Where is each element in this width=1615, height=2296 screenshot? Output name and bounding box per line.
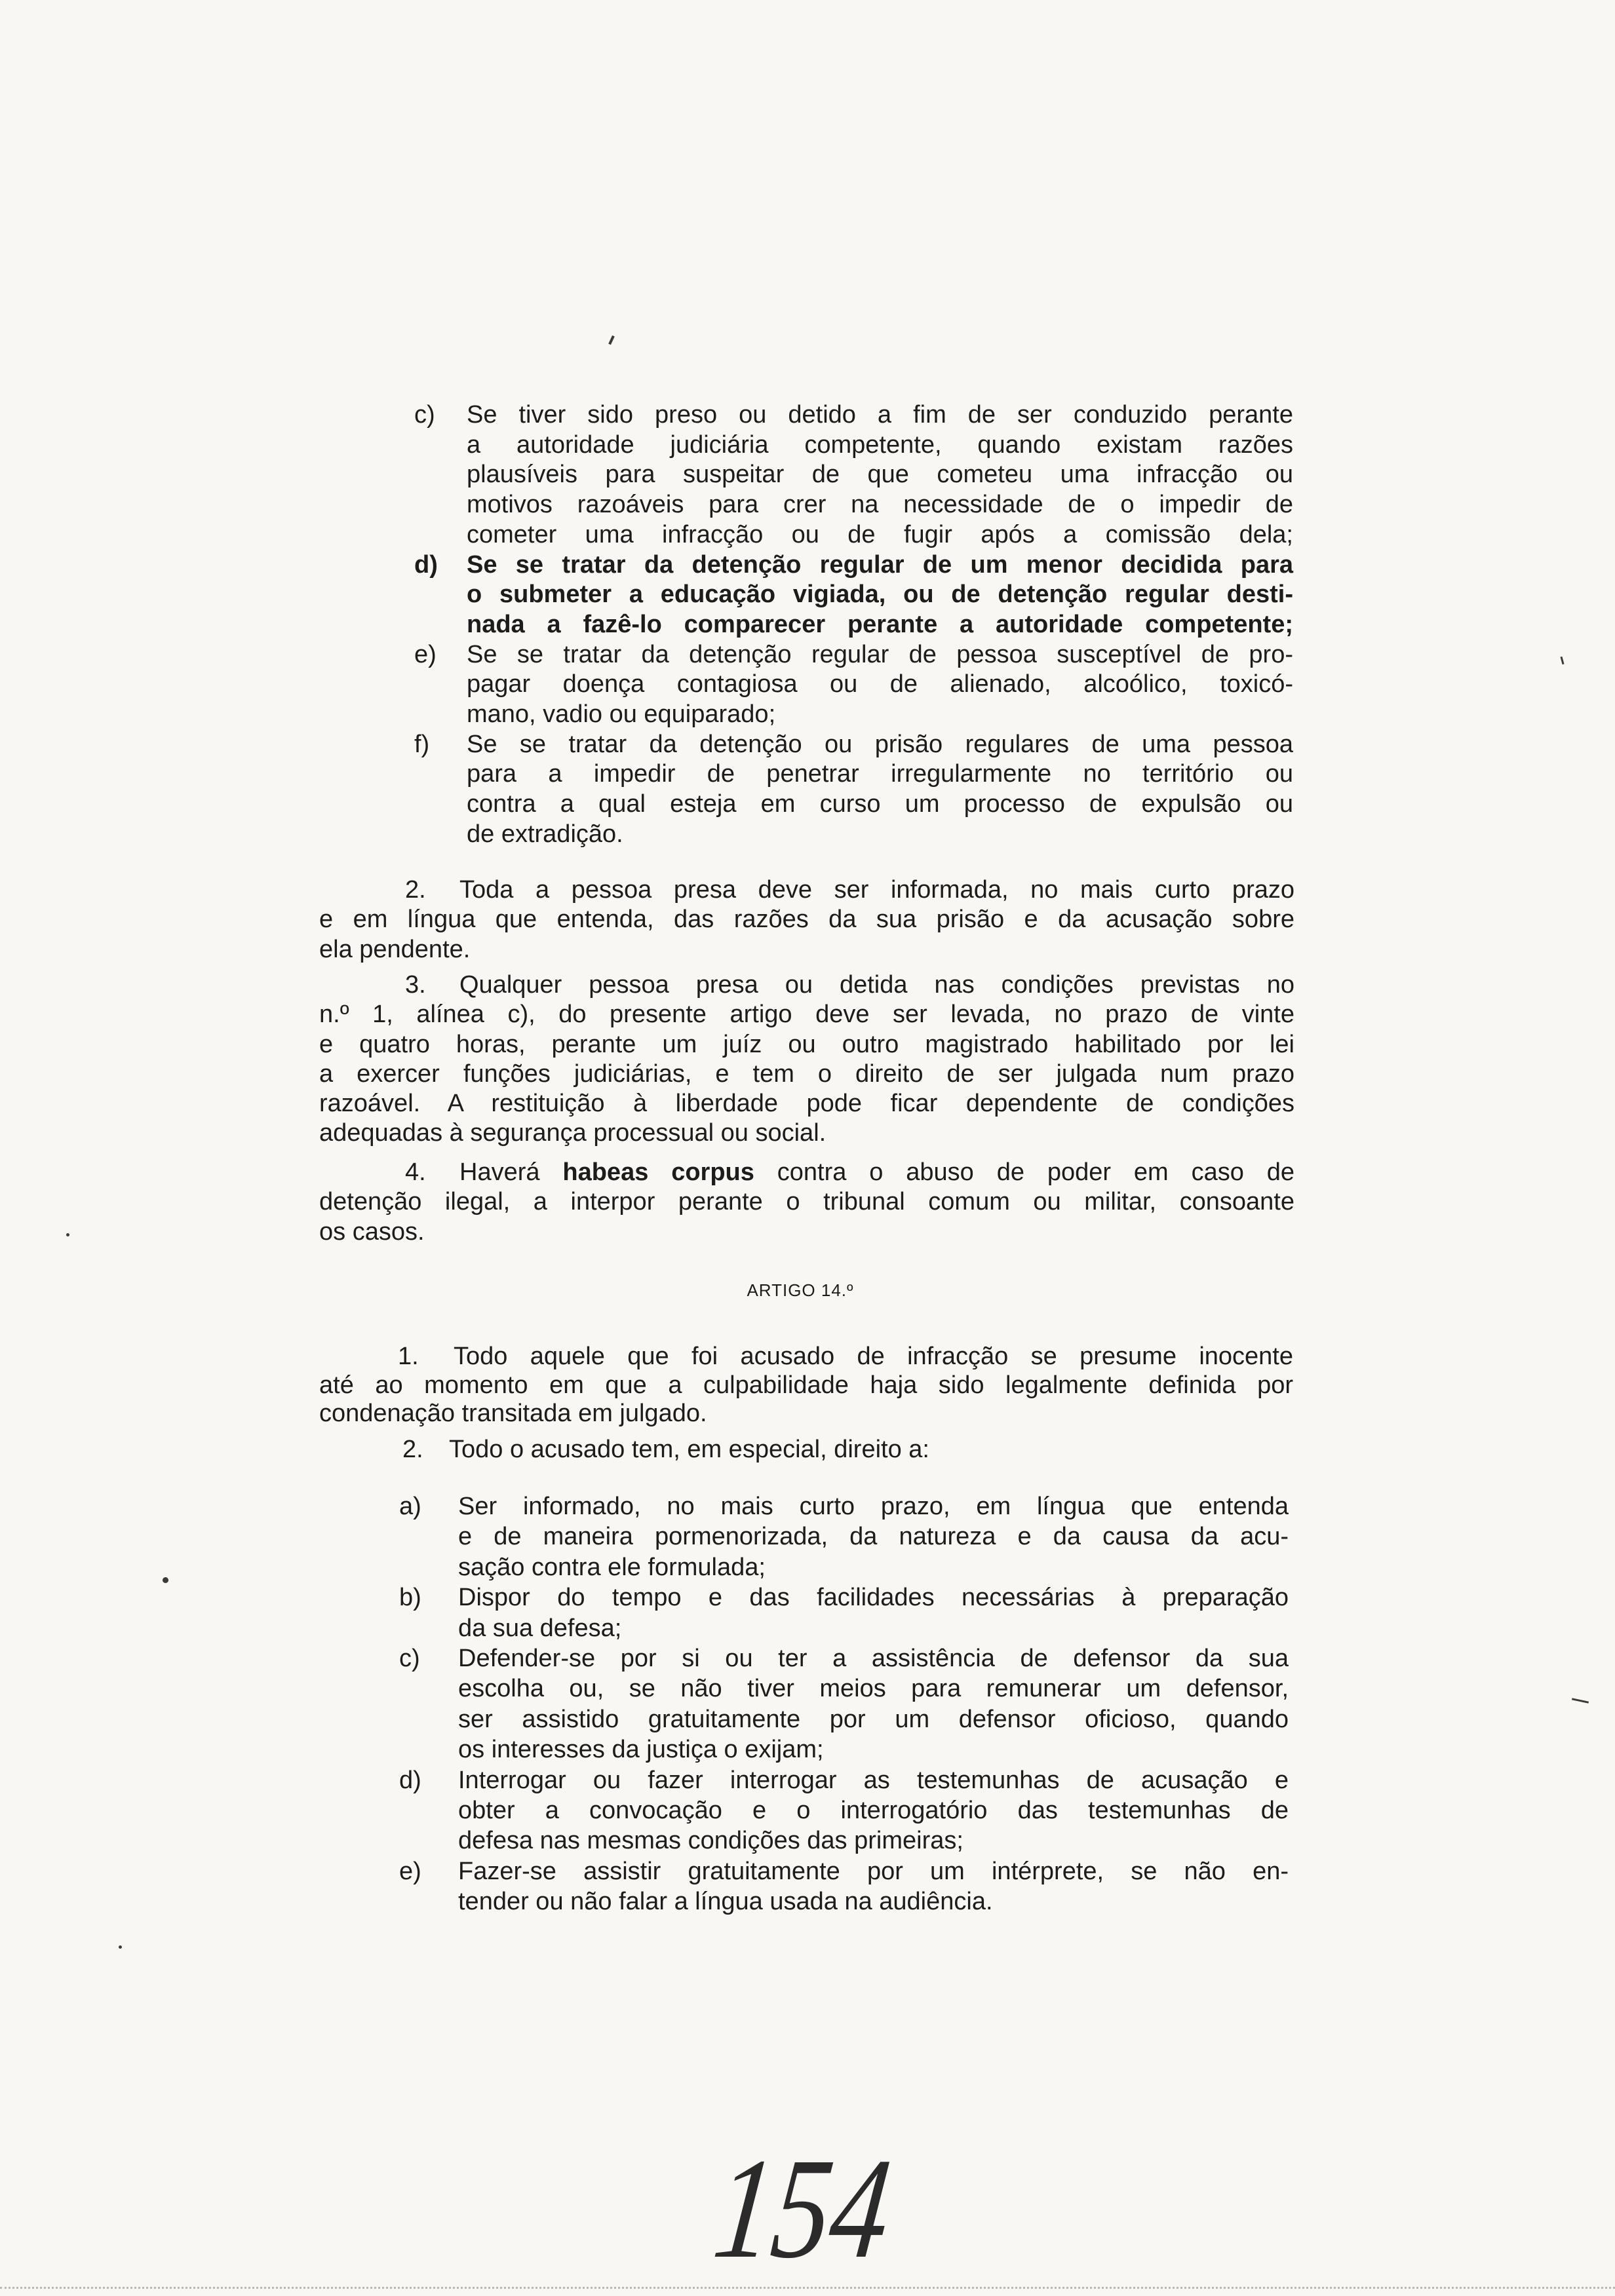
item-label: e) (414, 640, 437, 668)
bold-term: habeas corpus (562, 1158, 754, 1186)
item-label: e) (399, 1857, 421, 1885)
text-line: sação contra ele formulada; (458, 1553, 766, 1581)
text-segment: contra o abuso de poder em caso de (754, 1158, 1294, 1186)
text-line: escolha ou, se não tiver meios para remunerar um defensor, (458, 1675, 1289, 1703)
text-line: a autoridade judiciária competente, quando existam razões (467, 430, 1293, 459)
text-line: nada a fazê-lo comparecer perante a autoridade competente; (467, 610, 1293, 638)
text-line: mano, vadio ou equiparado; (467, 700, 776, 729)
text-line: cometer uma infracção ou de fugir após a comissão dela; (467, 520, 1293, 548)
text-line: Defender-se por si ou ter a assistência de defensor da sua (458, 1645, 1289, 1673)
item-label: b) (399, 1584, 421, 1612)
paragraph-number: 2. (402, 1436, 423, 1463)
ink-speck (608, 335, 615, 345)
text-line: Interrogar ou fazer interrogar as testemunhas de acusação e (458, 1766, 1289, 1794)
text-line: até ao momento em que a culpabilidade haja sido legalmente definida por (319, 1371, 1293, 1399)
text-line (319, 1343, 1293, 1371)
article-13-subitem-list (414, 400, 1293, 850)
text-line: a exercer funções judiciárias, e tem o direito de ser julgada num prazo (319, 1060, 1294, 1088)
text-segment: Qualquer pessoa presa ou detida nas condições previstas no (459, 971, 1294, 999)
ink-speck (66, 1233, 69, 1236)
text-segment: Toda a pessoa presa deve ser informada, no mais curto prazo (459, 876, 1294, 904)
list-item-b (399, 1582, 1289, 1643)
text-line: Se tiver sido preso ou detido a fim de ser conduzido perante (467, 401, 1293, 429)
text-line (319, 875, 1294, 905)
text-line: para a impedir de penetrar irregularmente no território ou (467, 760, 1293, 788)
text-line: condenação transitada em julgado. (319, 1400, 707, 1428)
list-item-d (414, 550, 1293, 640)
text-segment: Todo aquele que foi acusado de infracção se presume inocente (454, 1343, 1293, 1370)
text-segment: Haverá (459, 1158, 563, 1186)
text-line: o submeter a educação vigiada, ou de detenção regular desti- (467, 581, 1293, 609)
text-line: tender ou não falar a língua usada na audiência. (458, 1888, 993, 1916)
text-line: os casos. (319, 1217, 425, 1246)
text-line: razoável. A restituição à liberdade pode ficar dependente de condições (319, 1090, 1294, 1118)
text-line: motivos razoáveis para crer na necessidade de o impedir de (467, 491, 1293, 519)
paragraph-number: 1. (398, 1343, 419, 1370)
text-segment: Todo o acusado tem, em especial, direito a: (449, 1436, 929, 1463)
article-14-subitem-list (399, 1491, 1289, 1917)
text-line: ser assistido gratuitamente por um defensor oficioso, quando (458, 1705, 1289, 1733)
text-line (319, 1435, 1293, 1464)
list-item-d (399, 1765, 1289, 1856)
text-line: Fazer-se assistir gratuitamente por um intérprete, se não en- (458, 1857, 1289, 1885)
scan-edge-line (0, 2287, 1615, 2289)
paragraph-3 (319, 970, 1294, 1149)
list-item-c (399, 1643, 1289, 1765)
list-item-c (414, 400, 1293, 550)
list-item-e (399, 1856, 1289, 1917)
text-line: Se se tratar da detenção regular de um menor decidida para (467, 550, 1293, 579)
item-label: c) (399, 1645, 420, 1673)
text-line (319, 970, 1294, 1000)
paragraph-number: 4. (405, 1158, 426, 1186)
list-item-a (399, 1491, 1289, 1582)
ink-speck (163, 1577, 168, 1583)
text-line: ela pendente. (319, 935, 471, 963)
text-line: detenção ilegal, a interpor perante o tribunal comum ou militar, consoante (319, 1188, 1294, 1216)
item-label: a) (399, 1493, 421, 1520)
ink-speck (1572, 1698, 1589, 1703)
handwritten-page-number: 154 (707, 2128, 899, 2288)
text-line: Se se tratar da detenção ou prisão regulares de uma pessoa (467, 730, 1293, 758)
paragraph-number: 2. (405, 876, 426, 904)
text-line: e de maneira pormenorizada, da natureza e da causa da acu- (458, 1523, 1289, 1551)
text-line: contra a qual esteja em curso um processo de expulsão ou (467, 790, 1293, 818)
text-line: Se se tratar da detenção regular de pessoa susceptível de pro- (467, 640, 1293, 668)
text-line: n.º 1, alínea c), do presente artigo deve ser levada, no prazo de vinte (319, 1001, 1294, 1029)
article-14-paragraph-1 (319, 1343, 1293, 1428)
article-heading: ARTIGO 14.º (747, 1280, 854, 1300)
text-line: Ser informado, no mais curto prazo, em língua que entenda (458, 1493, 1289, 1520)
text-line: de extradição. (467, 820, 623, 848)
text-line: os interesses da justiça o exijam; (458, 1736, 824, 1764)
text-line: e quatro horas, perante um juíz ou outro magistrado habilitado por lei (319, 1030, 1294, 1058)
text-line: Dispor do tempo e das facilidades necessárias à preparação (458, 1584, 1289, 1612)
text-line: defesa nas mesmas condições das primeiras; (458, 1827, 963, 1855)
text-line: plausíveis para suspeitar de que cometeu uma infracção ou (467, 461, 1293, 489)
text-line: obter a convocação e o interrogatório das testemunhas de (458, 1797, 1289, 1825)
paragraph-4 (319, 1158, 1294, 1247)
item-label: c) (414, 401, 435, 429)
ink-speck (1560, 657, 1564, 664)
item-label: f) (414, 730, 430, 758)
paragraph-number: 3. (405, 971, 426, 999)
paragraph-2 (319, 875, 1294, 965)
list-item-e (414, 640, 1293, 730)
text-line: pagar doença contagiosa ou de alienado, alcoólico, toxicó- (467, 670, 1293, 698)
ink-speck (119, 1945, 122, 1949)
text-line: e em língua que entenda, das razões da sua prisão e da acusação sobre (319, 906, 1294, 934)
article-14-paragraph-2 (319, 1435, 1293, 1464)
text-line: adequadas à segurança processual ou social. (319, 1119, 827, 1147)
item-label: d) (399, 1766, 421, 1794)
list-item-f (414, 730, 1293, 850)
text-line (319, 1158, 1294, 1187)
text-line: da sua defesa; (458, 1614, 622, 1642)
item-label: d) (414, 550, 438, 579)
